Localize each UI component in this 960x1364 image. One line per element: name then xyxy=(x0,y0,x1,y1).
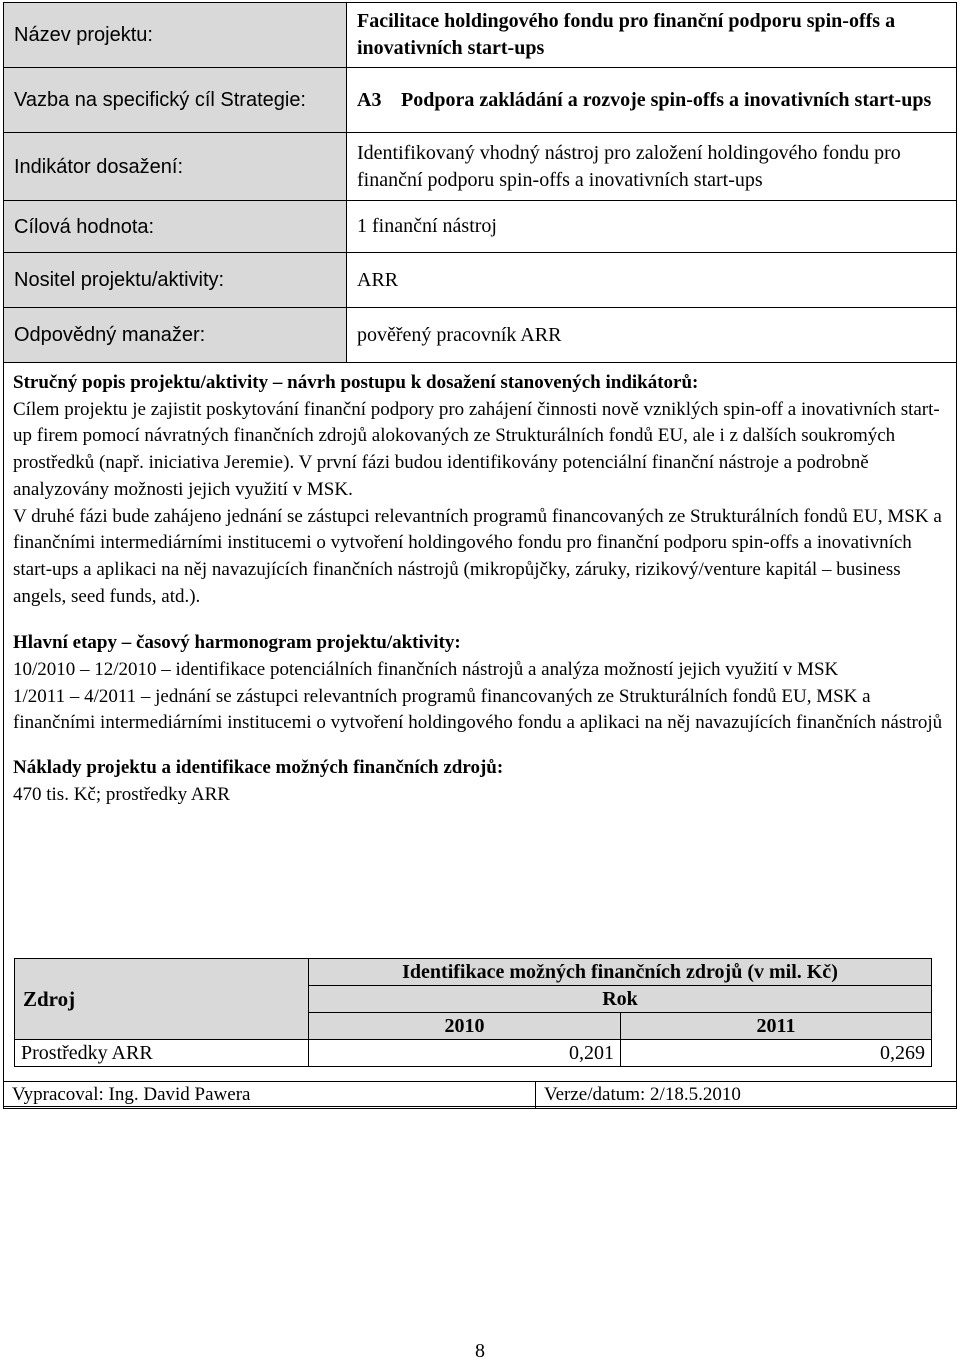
owner: ARR xyxy=(347,253,957,308)
row-source: Prostředky ARR xyxy=(15,1040,309,1067)
manager-label: Odpovědný manažer: xyxy=(4,308,347,363)
project-name-label: Název projektu: xyxy=(4,3,347,68)
row-project-name xyxy=(4,3,957,68)
row-indicator xyxy=(4,133,957,201)
schedule-item-2: 1/2011 – 4/2011 – jednání se zástupci relevantních programů financovaných ze Strukturálních fondů EU, MSK a finančními intermediárními institucemi o vytvoření holdingového fondu a aplikaci na něj navazujících finančních nástrojů xyxy=(13,685,943,734)
footer-table xyxy=(3,1081,957,1109)
year-header: Rok xyxy=(309,986,932,1013)
goal xyxy=(347,68,957,133)
page-number: 8 xyxy=(475,1340,485,1362)
finance-table xyxy=(14,958,932,1067)
indicator: Identifikovaný vhodný nástroj pro založení holdingového fondu pro finanční podporu spin-offs a inovativních start-ups xyxy=(347,133,957,201)
schedule-item-1: 10/2010 – 12/2010 – identifikace potenciálních finančních nástrojů a analýza možností jejich využití v MSK xyxy=(13,659,839,681)
costs-heading: Náklady projektu a identifikace možných finančních zdrojů: xyxy=(13,757,504,779)
footer-row xyxy=(4,1082,957,1109)
version-date: Verze/datum: 2/18.5.2010 xyxy=(536,1082,957,1109)
project-name-text: Facilitace holdingového fondu pro finanční podporu spin-offs a inovativních start-ups xyxy=(357,10,896,59)
body-text xyxy=(13,370,948,809)
year-2011: 2011 xyxy=(621,1013,932,1040)
costs-text: 470 tis. Kč; prostředky ARR xyxy=(13,783,230,805)
prepared-by: Vypracoval: Ing. David Pawera xyxy=(4,1082,536,1109)
description-paragraph-1: Cílem projektu je zajistit poskytování finanční podpory pro zahájení činnosti nově vzniklých spin-off a inovativních start-up firem pomocí návratných finančních zdrojů alokovaných ze Strukturálních fondů EU, ale i z dalších soukromých prostředků (např. iniciativa Jeremie). V první fázi budou identifikovány potenciální finanční nástroje a podrobně analyzovány možnosti jejich využití v MSK. xyxy=(13,398,940,500)
year-2010: 2010 xyxy=(309,1013,621,1040)
source-header: Zdroj xyxy=(15,959,309,1040)
row-owner xyxy=(4,253,957,308)
spacer xyxy=(13,737,948,755)
owner-label: Nositel projektu/aktivity: xyxy=(4,253,347,308)
description-paragraph-2: V druhé fázi bude zahájeno jednání se zástupci relevantních programů financovaných ze Strukturálních fondů EU, MSK a finančními intermediárními institucemi o vytvoření holdingového fondu pro finanční podporu spin-offs a inovativních start-ups a aplikaci na něj navazujících finančních nástrojů (mikropůjčky, záruky, rizikový/venture kapitál – business angels, seed funds, atd.). xyxy=(13,505,942,607)
description-heading: Stručný popis projektu/aktivity – návrh postupu k dosažení stanovených indikátorů: xyxy=(13,372,699,393)
row-value-2010: 0,201 xyxy=(309,1040,621,1067)
target-label: Cílová hodnota: xyxy=(4,201,347,253)
goal-code: A3 xyxy=(357,88,382,111)
finance-table-title-row xyxy=(15,959,932,986)
schedule-heading: Hlavní etapy – časový harmonogram projektu/aktivity: xyxy=(13,632,461,654)
indicator-label: Indikátor dosažení: xyxy=(4,133,347,201)
table-row xyxy=(15,1040,932,1067)
row-value-2011: 0,269 xyxy=(621,1040,932,1067)
goal-label: Vazba na specifický cíl Strategie: xyxy=(4,68,347,133)
project-header-table xyxy=(3,2,957,363)
finance-table-title: Identifikace možných finančních zdrojů (v mil. Kč) xyxy=(309,959,932,986)
row-manager xyxy=(4,308,957,363)
spacer xyxy=(13,610,948,630)
goal-text: Podpora zakládání a rozvoje spin-offs a inovativních start-ups xyxy=(401,88,932,111)
manager: pověřený pracovník ARR xyxy=(347,308,957,363)
target: 1 finanční nástroj xyxy=(347,201,957,253)
project-name xyxy=(347,3,957,68)
goal-text-wrap xyxy=(357,87,946,114)
row-target xyxy=(4,201,957,253)
row-goal xyxy=(4,68,957,133)
